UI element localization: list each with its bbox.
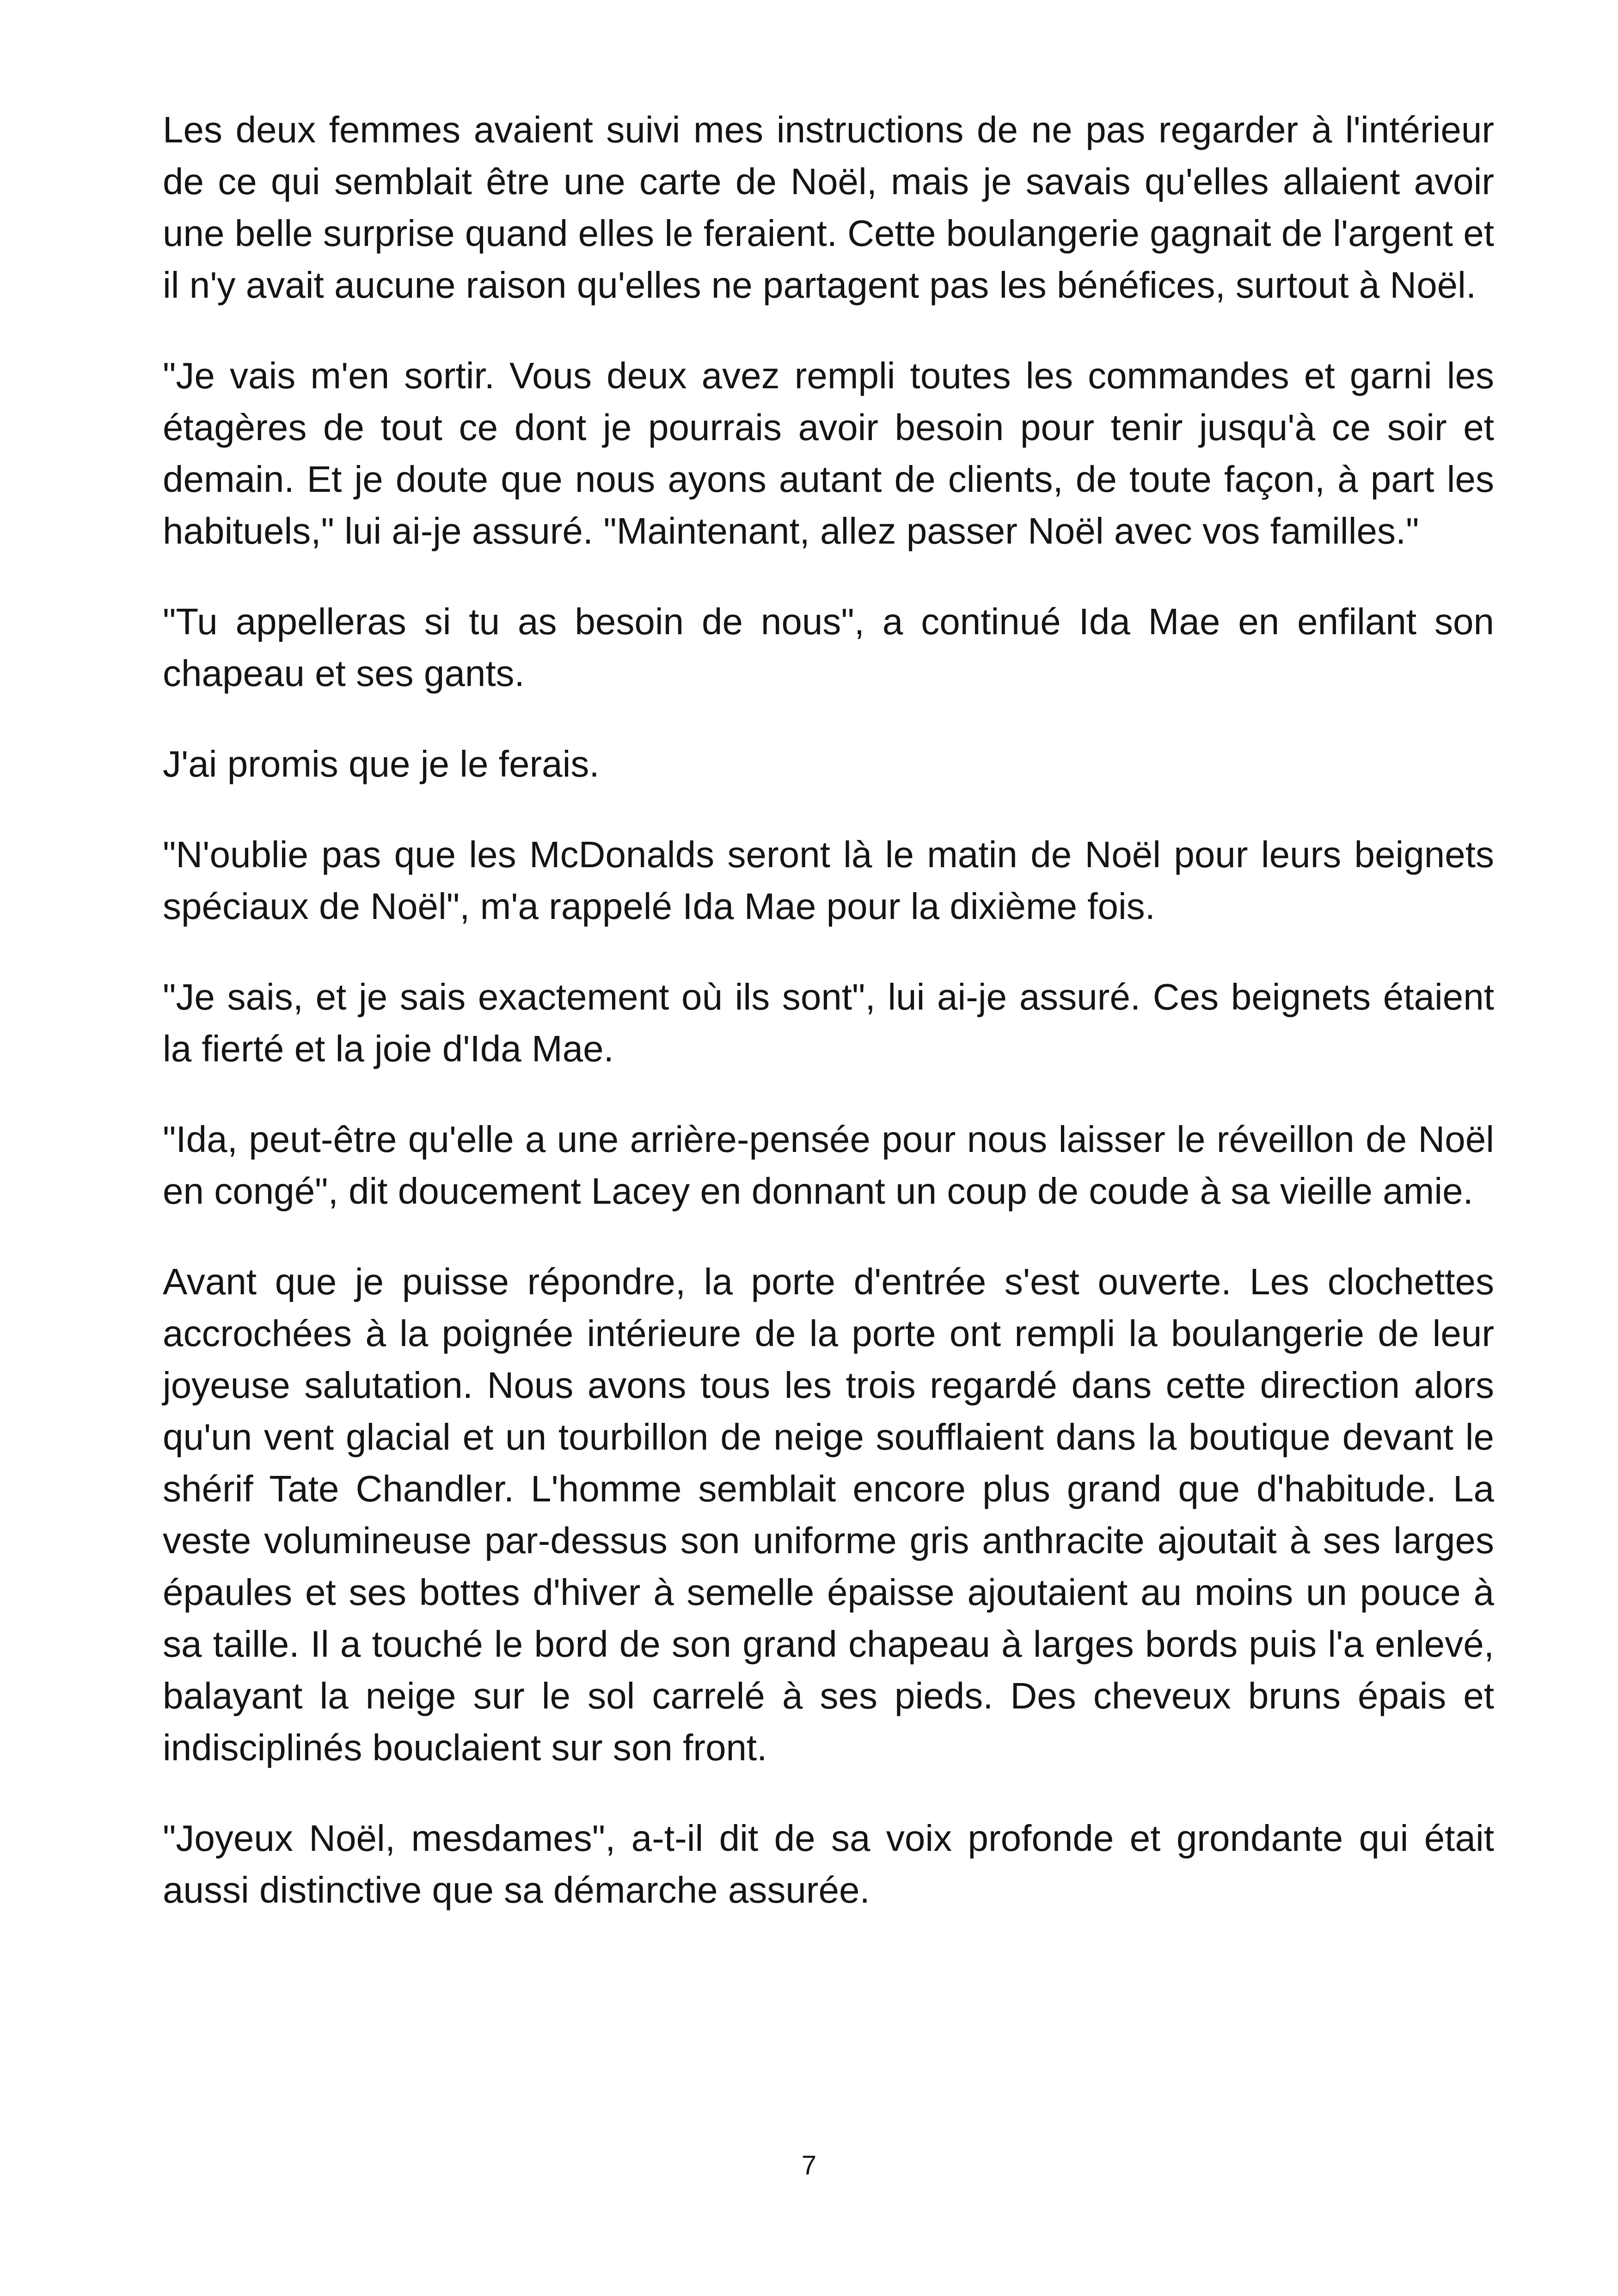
paragraph: Avant que je puisse répondre, la porte d'entrée s'est ouverte. Les clochettes accrochées à la poignée intérieure de la porte ont rempli la boulangerie de leur joyeuse salutation. Nous avons tous les trois regardé dans cette direction alors qu'un vent glacial et un tourbillon de neige soufflaient dans la boutique devant le shérif Tate Chandler. L'homme semblait encore plus grand que d'habitude. La veste volumineuse par-dessus son uniforme gris anthracite ajoutait à ses larges épaules et ses bottes d'hiver à semelle épaisse ajoutaient au moins un pouce à sa taille. Il a touché le bord de son grand chapeau à larges bords puis l'a enlevé, balayant la neige sur le sol carrelé à ses pieds. Des cheveux bruns épais et indisciplinés bouclaient sur son front. xyxy=(163,1261,1494,1768)
body-text xyxy=(163,104,1494,1916)
paragraph: Les deux femmes avaient suivi mes instructions de ne pas regarder à l'intérieur de ce qui semblait être une carte de Noël, mais je savais qu'elles allaient avoir une belle surprise quand elles le feraient. Cette boulangerie gagnait de l'argent et il n'y avait aucune raison qu'elles ne partagent pas les bénéfices, surtout à Noël. xyxy=(163,109,1494,306)
paragraph: "Ida, peut-être qu'elle a une arrière-pensée pour nous laisser le réveillon de Noël en congé", dit doucement Lacey en donnant un coup de coude à sa vieille amie. xyxy=(163,1119,1494,1212)
paragraph: "N'oublie pas que les McDonalds seront là le matin de Noël pour leurs beignets spéciaux de Noël", m'a rappelé Ida Mae pour la dixième fois. xyxy=(163,834,1494,927)
paragraph: "Joyeux Noël, mesdames", a-t-il dit de sa voix profonde et grondante qui était aussi distinctive que sa démarche assurée. xyxy=(163,1818,1494,1910)
paragraph: J'ai promis que je le ferais. xyxy=(163,743,600,784)
paragraph: "Tu appelleras si tu as besoin de nous", a continué Ida Mae en enfilant son chapeau et ses gants. xyxy=(163,601,1494,694)
paragraph: "Je vais m'en sortir. Vous deux avez rempli toutes les commandes et garni les étagères de tout ce dont je pourrais avoir besoin pour tenir jusqu'à ce soir et demain. Et je doute que nous ayons autant de clients, de toute façon, à part les habituels," lui ai-je assuré. "Maintenant, allez passer Noël avec vos familles." xyxy=(163,355,1494,551)
paragraph: "Je sais, et je sais exactement où ils sont", lui ai-je assuré. Ces beignets étaient la fierté et la joie d'Ida Mae. xyxy=(163,976,1494,1069)
page-number: 7 xyxy=(801,2150,817,2180)
